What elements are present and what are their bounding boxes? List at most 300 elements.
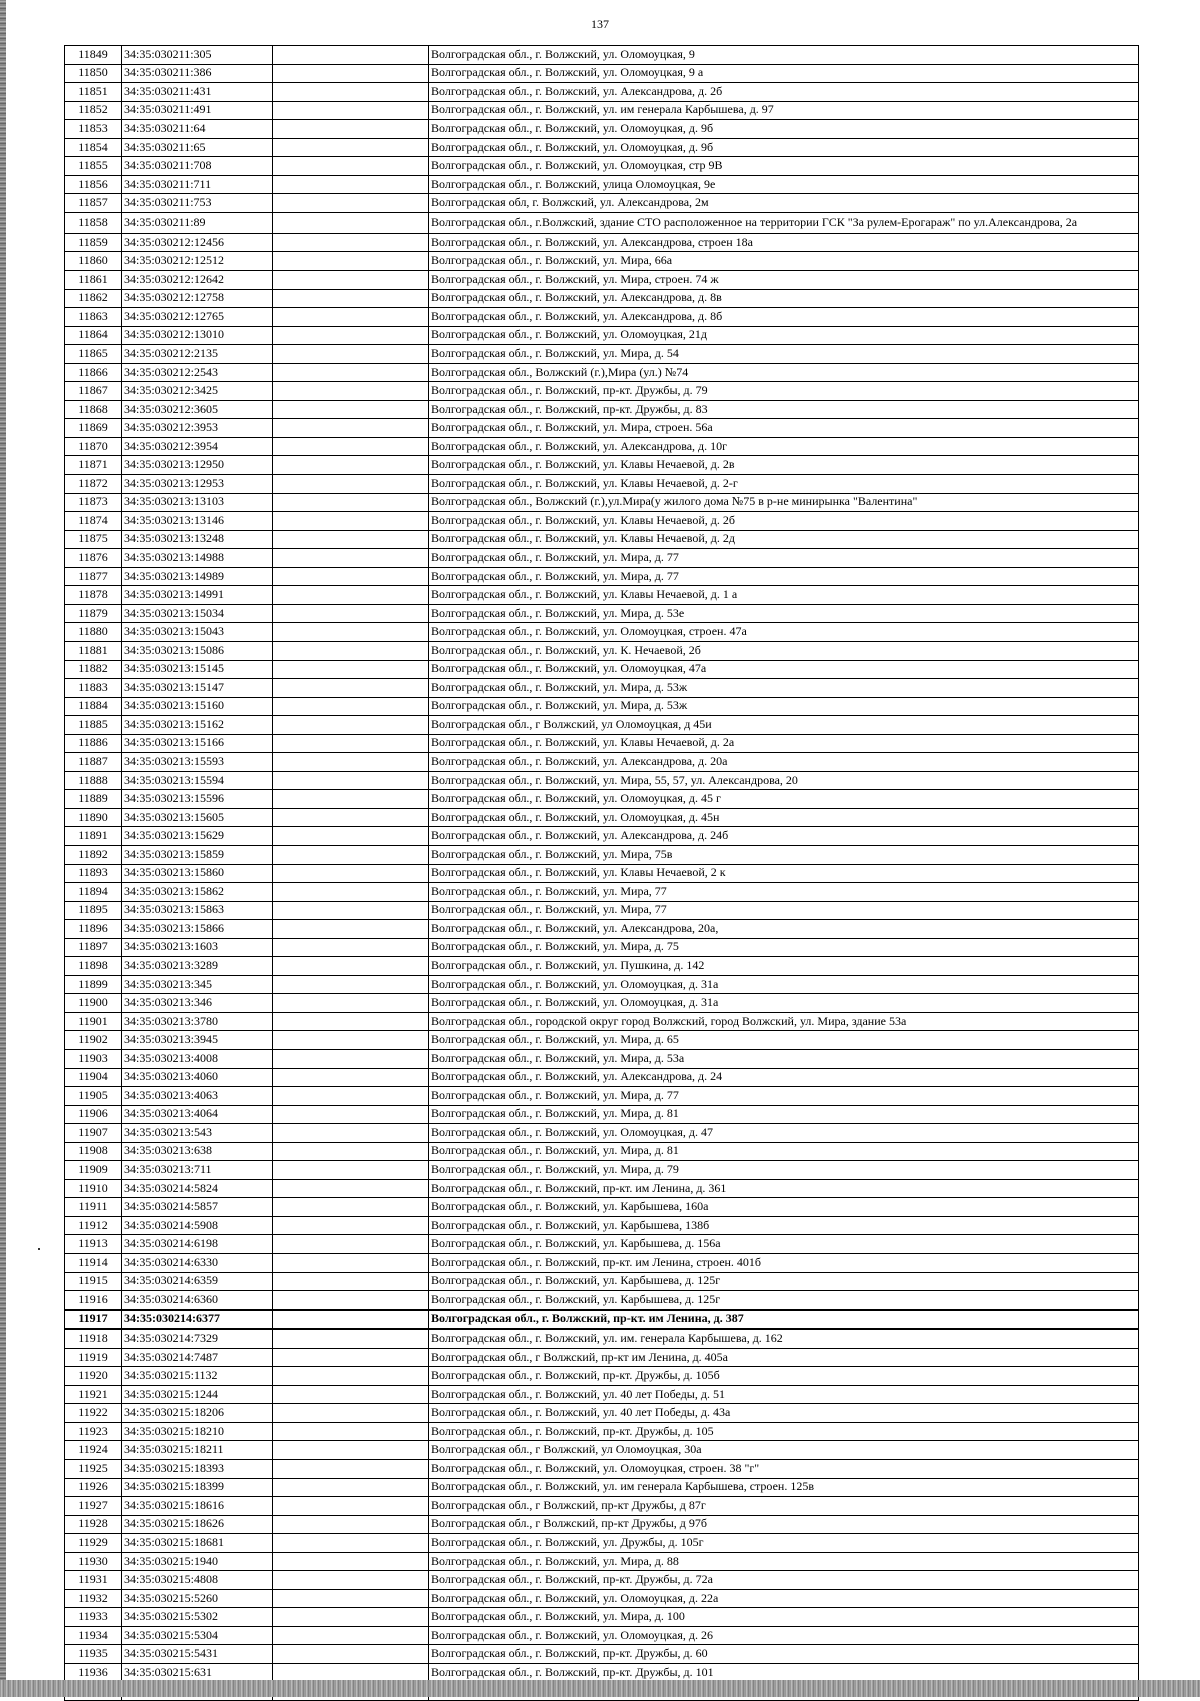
row-number-cell: 11863	[65, 308, 122, 327]
table-row	[65, 1068, 1139, 1087]
address-cell: Волгоградская обл., г. Волжский, ул. Клавы Нечаевой, д. 2в	[429, 456, 1139, 475]
table-row	[65, 1348, 1139, 1367]
table-row	[65, 753, 1139, 772]
empty-cell	[273, 1460, 429, 1479]
cadastral-number-cell: 34:35:030213:13146	[122, 512, 273, 531]
empty-cell	[273, 233, 429, 252]
table-row	[65, 437, 1139, 456]
row-number-cell: 11908	[65, 1142, 122, 1161]
row-number-cell: 11897	[65, 938, 122, 957]
table-row	[65, 456, 1139, 475]
cadastral-number-cell: 34:35:030213:3780	[122, 1012, 273, 1031]
address-cell: Волгоградская обл., г. Волжский, ул. Клавы Нечаевой, 2 к	[429, 864, 1139, 883]
row-number-cell: 11925	[65, 1460, 122, 1479]
address-cell: Волгоградская обл., г Волжский, ул Оломоуцкая, д 45и	[429, 716, 1139, 735]
row-number-cell: 11888	[65, 771, 122, 790]
row-number-cell: 11856	[65, 175, 122, 194]
empty-cell	[273, 1497, 429, 1516]
cadastral-number-cell: 34:35:030213:15859	[122, 845, 273, 864]
row-number-cell: 11912	[65, 1216, 122, 1235]
address-cell: Волгоградская обл., г. Волжский, ул. Карбышева, д. 156а	[429, 1235, 1139, 1254]
address-cell: Волгоградская обл., г. Волжский, ул. Мира, д. 100	[429, 1608, 1139, 1627]
table-row	[65, 641, 1139, 660]
row-number-cell: 11870	[65, 437, 122, 456]
table-row	[65, 308, 1139, 327]
row-number-cell: 11911	[65, 1198, 122, 1217]
row-number-cell: 11850	[65, 64, 122, 83]
empty-cell	[273, 1142, 429, 1161]
address-cell: Волгоградская обл., г. Волжский, ул. Александрова, д. 24б	[429, 827, 1139, 846]
cadastral-number-cell: 34:35:030212:12456	[122, 233, 273, 252]
empty-cell	[273, 1291, 429, 1310]
row-number-cell: 11855	[65, 157, 122, 176]
address-cell: Волгоградская обл., г. Волжский, ул. Мира, д. 53ж	[429, 679, 1139, 698]
scan-edge-left	[0, 0, 6, 1697]
row-number-cell: 11901	[65, 1012, 122, 1031]
table-row	[65, 1534, 1139, 1553]
empty-cell	[273, 994, 429, 1013]
row-number-cell: 11885	[65, 716, 122, 735]
empty-cell	[273, 419, 429, 438]
address-cell: Волгоградская обл., г. Волжский, ул. Мира, 55, 57, ул. Александрова, 20	[429, 771, 1139, 790]
cadastral-number-cell: 34:35:030213:711	[122, 1161, 273, 1180]
cadastral-number-cell: 34:35:030215:18393	[122, 1460, 273, 1479]
row-number-cell: 11913	[65, 1235, 122, 1254]
row-number-cell: 11877	[65, 567, 122, 586]
cadastral-number-cell: 34:35:030213:14989	[122, 567, 273, 586]
row-number-cell: 11910	[65, 1179, 122, 1198]
empty-cell	[273, 1348, 429, 1367]
empty-cell	[273, 530, 429, 549]
table-row	[65, 864, 1139, 883]
row-number-cell: 11933	[65, 1608, 122, 1627]
cadastral-number-cell: 34:35:030213:12953	[122, 475, 273, 494]
row-number-cell: 11904	[65, 1068, 122, 1087]
empty-cell	[273, 1068, 429, 1087]
scan-edge-bottom	[0, 1680, 1200, 1697]
table-row	[65, 83, 1139, 102]
address-cell: Волгоградская обл., г. Волжский, ул. Клавы Нечаевой, д. 2б	[429, 512, 1139, 531]
row-number-cell: 11900	[65, 994, 122, 1013]
table-row	[65, 1198, 1139, 1217]
empty-cell	[273, 400, 429, 419]
address-cell: Волгоградская обл., г. Волжский, ул. Оломоуцкая, д. 47	[429, 1124, 1139, 1143]
row-number-cell: 11875	[65, 530, 122, 549]
address-cell: Волгоградская обл., г. Волжский, ул. Клавы Нечаевой, д. 2а	[429, 734, 1139, 753]
address-cell: Волгоградская обл., г. Волжский, ул. Дружбы, д. 105г	[429, 1534, 1139, 1553]
row-number-cell: 11930	[65, 1552, 122, 1571]
address-cell: Волгоградская обл., г. Волжский, пр-кт. им Ленина, д. 361	[429, 1179, 1139, 1198]
table-row	[65, 252, 1139, 271]
empty-cell	[273, 660, 429, 679]
cadastral-number-cell: 34:35:030211:753	[122, 194, 273, 213]
cadastral-number-cell: 34:35:030211:386	[122, 64, 273, 83]
row-number-cell: 11849	[65, 46, 122, 65]
address-cell: Волгоградская обл., г. Волжский, ул. Мира, д. 77	[429, 1087, 1139, 1106]
empty-cell	[273, 901, 429, 920]
address-cell: Волгоградская обл., г. Волжский, ул. Клавы Нечаевой, д. 1 а	[429, 586, 1139, 605]
cadastral-number-cell: 34:35:030213:4064	[122, 1105, 273, 1124]
address-cell: Волгоградская обл., г. Волжский, ул. Карбышева, 160а	[429, 1198, 1139, 1217]
row-number-cell: 11894	[65, 883, 122, 902]
row-number-cell: 11882	[65, 660, 122, 679]
table-row	[65, 1235, 1139, 1254]
empty-cell	[273, 1049, 429, 1068]
empty-cell	[273, 512, 429, 531]
cadastral-number-cell: 34:35:030215:18399	[122, 1478, 273, 1497]
address-cell: Волгоградская обл., Волжский (г.),Мира (ул.) №74	[429, 363, 1139, 382]
address-cell: Волгоградская обл., г. Волжский, улица Оломоуцкая, 9е	[429, 175, 1139, 194]
address-cell: Волгоградская обл., г. Волжский, ул. Оломоуцкая, строен. 38 "г"	[429, 1460, 1139, 1479]
row-number-cell: 11916	[65, 1291, 122, 1310]
cadastral-number-cell: 34:35:030214:7487	[122, 1348, 273, 1367]
address-cell: Волгоградская обл., г. Волжский, ул. Оломоуцкая, 9 а	[429, 64, 1139, 83]
table-row	[65, 1552, 1139, 1571]
cadastral-number-cell: 34:35:030211:708	[122, 157, 273, 176]
empty-cell	[273, 1272, 429, 1291]
cadastral-number-cell: 34:35:030213:15862	[122, 883, 273, 902]
empty-cell	[273, 1367, 429, 1386]
cadastral-number-cell: 34:35:030212:3953	[122, 419, 273, 438]
row-number-cell: 11895	[65, 901, 122, 920]
row-number-cell: 11928	[65, 1515, 122, 1534]
cadastral-number-cell: 34:35:030214:7329	[122, 1329, 273, 1348]
empty-cell	[273, 1105, 429, 1124]
cadastral-number-cell: 34:35:030215:5431	[122, 1645, 273, 1664]
cadastral-number-cell: 34:35:030215:18211	[122, 1441, 273, 1460]
row-number-cell: 11860	[65, 252, 122, 271]
cadastral-number-cell: 34:35:030213:638	[122, 1142, 273, 1161]
cadastral-number-cell: 34:35:030215:18210	[122, 1422, 273, 1441]
table-row	[65, 1161, 1139, 1180]
cadastral-number-cell: 34:35:030213:12950	[122, 456, 273, 475]
cadastral-number-cell: 34:35:030213:15043	[122, 623, 273, 642]
table-row	[65, 734, 1139, 753]
address-cell: Волгоградская обл., г. Волжский, ул. Александрова, д. 10г	[429, 437, 1139, 456]
cadastral-number-cell: 34:35:030214:6198	[122, 1235, 273, 1254]
empty-cell	[273, 1645, 429, 1664]
table-row	[65, 1291, 1139, 1310]
table-row	[65, 157, 1139, 176]
cadastral-number-cell: 34:35:030213:1603	[122, 938, 273, 957]
cadastral-number-cell: 34:35:030213:15866	[122, 920, 273, 939]
empty-cell	[273, 175, 429, 194]
row-number-cell: 11896	[65, 920, 122, 939]
table-row	[65, 1310, 1139, 1330]
cadastral-number-cell: 34:35:030212:3605	[122, 400, 273, 419]
table-row	[65, 46, 1139, 65]
table-row	[65, 623, 1139, 642]
table-row	[65, 883, 1139, 902]
table-row	[65, 1329, 1139, 1348]
table-row	[65, 530, 1139, 549]
cadastral-number-cell: 34:35:030215:18616	[122, 1497, 273, 1516]
address-cell: Волгоградская обл., г. Волжский, ул. им генерала Карбышева, строен. 125в	[429, 1478, 1139, 1497]
address-cell: Волгоградская обл., г. Волжский, ул. Оломоуцкая, д. 31а	[429, 975, 1139, 994]
cadastral-number-cell: 34:35:030213:15863	[122, 901, 273, 920]
address-cell: Волгоградская обл., г. Волжский, ул. Александрова, строен 18а	[429, 233, 1139, 252]
cadastral-number-cell: 34:35:030215:4808	[122, 1571, 273, 1590]
address-cell: Волгоградская обл., г. Волжский, ул. Оломоуцкая, строен. 47а	[429, 623, 1139, 642]
table-row	[65, 549, 1139, 568]
empty-cell	[273, 734, 429, 753]
address-cell: Волгоградская обл., г. Волжский, ул. Оломоуцкая, д. 45 г	[429, 790, 1139, 809]
row-number-cell: 11881	[65, 641, 122, 660]
cadastral-number-cell: 34:35:030213:13103	[122, 493, 273, 512]
address-cell: Волгоградская обл., г Волжский, пр-кт им Ленина, д. 405а	[429, 1348, 1139, 1367]
address-cell: Волгоградская обл., г. Волжский, ул. Оломоуцкая, д. 22а	[429, 1589, 1139, 1608]
address-cell: Волгоградская обл., г. Волжский, ул. Карбышева, д. 125г	[429, 1291, 1139, 1310]
empty-cell	[273, 1124, 429, 1143]
row-number-cell: 11924	[65, 1441, 122, 1460]
address-cell: Волгоградская обл., г. Волжский, ул. Мира, д. 75	[429, 938, 1139, 957]
table-row	[65, 289, 1139, 308]
table-row	[65, 660, 1139, 679]
empty-cell	[273, 1626, 429, 1645]
address-cell: Волгоградская обл., г. Волжский, пр-кт. Дружбы, д. 105б	[429, 1367, 1139, 1386]
cadastral-number-cell: 34:35:030212:12642	[122, 271, 273, 290]
address-cell: Волгоградская обл., г. Волжский, ул. Оломоуцкая, д. 9б	[429, 120, 1139, 139]
row-number-cell: 11884	[65, 697, 122, 716]
row-number-cell: 11903	[65, 1049, 122, 1068]
table-row	[65, 827, 1139, 846]
cadastral-number-cell: 34:35:030213:3289	[122, 957, 273, 976]
empty-cell	[273, 864, 429, 883]
table-row	[65, 194, 1139, 213]
empty-cell	[273, 252, 429, 271]
empty-cell	[273, 1478, 429, 1497]
address-cell: Волгоградская обл., г. Волжский, ул. Карбышева, 138б	[429, 1216, 1139, 1235]
cadastral-number-cell: 34:35:030213:15166	[122, 734, 273, 753]
cadastral-number-cell: 34:35:030212:12512	[122, 252, 273, 271]
cadastral-number-cell: 34:35:030212:2543	[122, 363, 273, 382]
empty-cell	[273, 753, 429, 772]
empty-cell	[273, 326, 429, 345]
address-cell: Волгоградская обл., городской округ город Волжский, город Волжский, ул. Мира, здание 53а	[429, 1012, 1139, 1031]
table-row	[65, 1105, 1139, 1124]
row-number-cell: 11914	[65, 1254, 122, 1273]
cadastral-number-cell: 34:35:030214:5824	[122, 1179, 273, 1198]
address-cell: Волгоградская обл., г.Волжский, здание СТО расположенное на территории ГСК "За рулем-Ерогараж" по ул.Александрова, 2а	[429, 212, 1139, 233]
empty-cell	[273, 938, 429, 957]
table-row	[65, 1087, 1139, 1106]
empty-cell	[273, 308, 429, 327]
row-number-cell: 11889	[65, 790, 122, 809]
cadastral-number-cell: 34:35:030213:15034	[122, 604, 273, 623]
row-number-cell: 11876	[65, 549, 122, 568]
empty-cell	[273, 716, 429, 735]
address-cell: Волгоградская обл., г. Волжский, ул. Александрова, д. 20а	[429, 753, 1139, 772]
empty-cell	[273, 271, 429, 290]
row-number-cell: 11902	[65, 1031, 122, 1050]
table-row	[65, 382, 1139, 401]
cadastral-number-cell: 34:35:030213:15593	[122, 753, 273, 772]
row-number-cell: 11879	[65, 604, 122, 623]
row-number-cell: 11865	[65, 345, 122, 364]
row-number-cell: 11878	[65, 586, 122, 605]
address-cell: Волгоградская обл., г. Волжский, ул. Оломоуцкая, д. 26	[429, 1626, 1139, 1645]
address-cell: Волгоградская обл., г. Волжский, пр-кт. Дружбы, д. 79	[429, 382, 1139, 401]
row-number-cell: 11868	[65, 400, 122, 419]
row-number-cell: 11906	[65, 1105, 122, 1124]
empty-cell	[273, 845, 429, 864]
empty-cell	[273, 1031, 429, 1050]
row-number-cell: 11890	[65, 808, 122, 827]
row-number-cell: 11880	[65, 623, 122, 642]
table-row	[65, 1608, 1139, 1627]
address-cell: Волгоградская обл., г Волжский, ул Оломоуцкая, 30а	[429, 1441, 1139, 1460]
empty-cell	[273, 1552, 429, 1571]
empty-cell	[273, 212, 429, 233]
address-cell: Волгоградская обл., г. Волжский, пр-кт. Дружбы, д. 60	[429, 1645, 1139, 1664]
cadastral-number-cell: 34:35:030213:4063	[122, 1087, 273, 1106]
cadastral-number-cell: 34:35:030213:543	[122, 1124, 273, 1143]
cadastral-number-cell: 34:35:030215:5304	[122, 1626, 273, 1645]
cadastral-number-cell: 34:35:030214:6330	[122, 1254, 273, 1273]
table-row	[65, 845, 1139, 864]
cadastral-number-cell: 34:35:030212:3425	[122, 382, 273, 401]
empty-cell	[273, 920, 429, 939]
row-number-cell: 11887	[65, 753, 122, 772]
cadastral-number-cell: 34:35:030213:4008	[122, 1049, 273, 1068]
empty-cell	[273, 1404, 429, 1423]
row-number-cell: 11866	[65, 363, 122, 382]
table-row	[65, 1254, 1139, 1273]
row-number-cell: 11862	[65, 289, 122, 308]
address-cell: Волгоградская обл., г Волжский, пр-кт Дружбы, д 87г	[429, 1497, 1139, 1516]
cadastral-number-cell: 34:35:030214:5857	[122, 1198, 273, 1217]
empty-cell	[273, 289, 429, 308]
address-cell: Волгоградская обл., г. Волжский, ул. Оломоуцкая, 9	[429, 46, 1139, 65]
cadastral-number-cell: 34:35:030211:64	[122, 120, 273, 139]
empty-cell	[273, 101, 429, 120]
cadastral-number-cell: 34:35:030213:15147	[122, 679, 273, 698]
cadastral-number-cell: 34:35:030212:12758	[122, 289, 273, 308]
row-number-cell: 11874	[65, 512, 122, 531]
empty-cell	[273, 679, 429, 698]
address-cell: Волгоградская обл., г. Волжский, ул. Оломоуцкая, 21д	[429, 326, 1139, 345]
table-row	[65, 1460, 1139, 1479]
row-number-cell: 11886	[65, 734, 122, 753]
cadastral-number-cell: 34:35:030211:89	[122, 212, 273, 233]
address-cell: Волгоградская обл., г. Волжский, ул. Мира, д. 81	[429, 1105, 1139, 1124]
cadastral-number-cell: 34:35:030211:431	[122, 83, 273, 102]
empty-cell	[273, 808, 429, 827]
cadastral-number-cell: 34:35:030213:15605	[122, 808, 273, 827]
empty-cell	[273, 1179, 429, 1198]
table-row	[65, 400, 1139, 419]
empty-cell	[273, 790, 429, 809]
row-number-cell: 11852	[65, 101, 122, 120]
address-cell: Волгоградская обл., г. Волжский, ул. Клавы Нечаевой, д. 2-г	[429, 475, 1139, 494]
empty-cell	[273, 475, 429, 494]
cadastral-number-cell: 34:35:030215:1132	[122, 1367, 273, 1386]
empty-cell	[273, 1012, 429, 1031]
row-number-cell: 11927	[65, 1497, 122, 1516]
row-number-cell: 11851	[65, 83, 122, 102]
empty-cell	[273, 641, 429, 660]
table-row	[65, 1589, 1139, 1608]
address-cell: Волгоградская обл., г. Волжский, ул. Оломоуцкая, 47а	[429, 660, 1139, 679]
address-cell: Волгоградская обл., г. Волжский, ул. Мира, 77	[429, 883, 1139, 902]
table-row	[65, 920, 1139, 939]
empty-cell	[273, 1235, 429, 1254]
register-body	[65, 46, 1139, 1701]
row-number-cell: 11934	[65, 1626, 122, 1645]
address-cell: Волгоградская обл., г. Волжский, пр-кт. Дружбы, д. 83	[429, 400, 1139, 419]
cadastral-number-cell: 34:35:030213:15596	[122, 790, 273, 809]
cadastral-number-cell: 34:35:030212:12765	[122, 308, 273, 327]
table-row	[65, 1272, 1139, 1291]
empty-cell	[273, 1571, 429, 1590]
empty-cell	[273, 363, 429, 382]
address-cell: Волгоградская обл., г. Волжский, пр-кт. Дружбы, д. 101	[429, 1664, 1139, 1683]
cadastral-number-cell: 34:35:030213:14988	[122, 549, 273, 568]
empty-cell	[273, 120, 429, 139]
empty-cell	[273, 1422, 429, 1441]
address-cell: Волгоградская обл., г. Волжский, ул. Мира, 77	[429, 901, 1139, 920]
row-number-cell: 11917	[65, 1310, 122, 1330]
cadastral-number-cell: 34:35:030213:15629	[122, 827, 273, 846]
empty-cell	[273, 567, 429, 586]
empty-cell	[273, 493, 429, 512]
empty-cell	[273, 1385, 429, 1404]
row-number-cell: 11920	[65, 1367, 122, 1386]
empty-cell	[273, 771, 429, 790]
address-cell: Волгоградская обл, г. Волжский, ул. Александрова, 2м	[429, 194, 1139, 213]
table-row	[65, 493, 1139, 512]
table-row	[65, 1142, 1139, 1161]
table-row	[65, 1179, 1139, 1198]
row-number-cell: 11883	[65, 679, 122, 698]
cadastral-number-cell: 34:35:030214:6360	[122, 1291, 273, 1310]
table-row	[65, 419, 1139, 438]
row-number-cell: 11899	[65, 975, 122, 994]
address-cell: Волгоградская обл., г. Волжский, ул. Карбышева, д. 125г	[429, 1272, 1139, 1291]
table-row	[65, 175, 1139, 194]
cadastral-number-cell: 34:35:030213:13248	[122, 530, 273, 549]
cadastral-number-cell: 34:35:030213:14991	[122, 586, 273, 605]
cadastral-number-cell: 34:35:030211:491	[122, 101, 273, 120]
empty-cell	[273, 437, 429, 456]
table-row	[65, 1478, 1139, 1497]
address-cell: Волгоградская обл., г. Волжский, ул. Мира, строен. 74 ж	[429, 271, 1139, 290]
address-cell: Волгоградская обл., Волжский (г.),ул.Мира(у жилого дома №75 в р-не минирынка "Валентина"	[429, 493, 1139, 512]
cadastral-number-cell: 34:35:030213:3945	[122, 1031, 273, 1050]
address-cell: Волгоградская обл., г. Волжский, ул. Александрова, д. 8б	[429, 308, 1139, 327]
address-cell: Волгоградская обл., г. Волжский, ул. Александрова, д. 8в	[429, 289, 1139, 308]
empty-cell	[273, 549, 429, 568]
empty-cell	[273, 64, 429, 83]
cadastral-number-cell: 34:35:030212:3954	[122, 437, 273, 456]
address-cell: Волгоградская обл., г. Волжский, ул. Мира, 66а	[429, 252, 1139, 271]
address-cell: Волгоградская обл., г. Волжский, ул. Мира, д. 53е	[429, 604, 1139, 623]
cadastral-number-cell: 34:35:030215:18681	[122, 1534, 273, 1553]
cadastral-number-cell: 34:35:030212:13010	[122, 326, 273, 345]
table-row	[65, 771, 1139, 790]
cadastral-number-cell: 34:35:030213:15860	[122, 864, 273, 883]
row-number-cell: 11909	[65, 1161, 122, 1180]
row-number-cell: 11935	[65, 1645, 122, 1664]
empty-cell	[273, 623, 429, 642]
empty-cell	[273, 1441, 429, 1460]
row-number-cell: 11853	[65, 120, 122, 139]
table-row	[65, 697, 1139, 716]
address-cell: Волгоградская обл., г. Волжский, ул. Оломоуцкая, д. 9б	[429, 138, 1139, 157]
address-cell: Волгоградская обл., г. Волжский, пр-кт. им Ленина, д. 387	[429, 1310, 1139, 1330]
address-cell: Волгоградская обл., г. Волжский, ул. Оломоуцкая, стр 9В	[429, 157, 1139, 176]
cadastral-number-cell: 34:35:030212:2135	[122, 345, 273, 364]
